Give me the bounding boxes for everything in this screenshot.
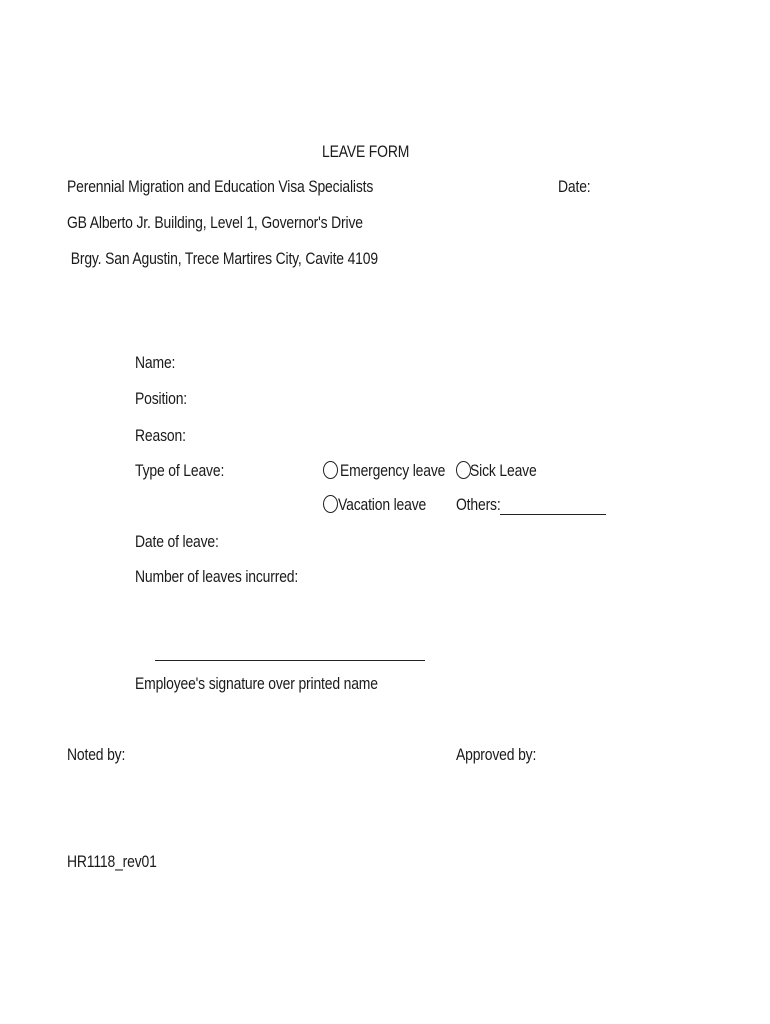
signature-line[interactable] [155,660,425,661]
sick-leave-radio[interactable] [456,461,471,479]
approved-by-label: Approved by: [456,745,537,764]
signature-caption: Employee's signature over printed name [135,674,378,693]
date-label: Date: [558,177,591,196]
type-of-leave-label: Type of Leave: [135,461,225,480]
vacation-leave-radio[interactable] [323,495,338,513]
company-address-line1: GB Alberto Jr. Building, Level 1, Governor's Drive [67,213,363,232]
name-label: Name: [135,353,176,372]
company-address-line2: Brgy. San Agustin, Trece Martires City, Cavite 4109 [67,249,378,268]
emergency-leave-label: Emergency leave [340,461,446,480]
date-of-leave-label: Date of leave: [135,532,219,551]
position-label: Position: [135,389,187,408]
form-title: LEAVE FORM [322,142,410,161]
form-code: HR1118_rev01 [67,852,157,871]
others-label: Others: [456,495,501,514]
emergency-leave-radio[interactable] [323,461,338,479]
noted-by-label: Noted by: [67,745,126,764]
company-name: Perennial Migration and Education Visa Specialists [67,177,374,196]
leaves-incurred-label: Number of leaves incurred: [135,567,299,586]
sick-leave-label: Sick Leave [470,461,537,480]
reason-label: Reason: [135,426,186,445]
vacation-leave-label: Vacation leave [338,495,427,514]
others-blank-line[interactable] [500,514,606,515]
